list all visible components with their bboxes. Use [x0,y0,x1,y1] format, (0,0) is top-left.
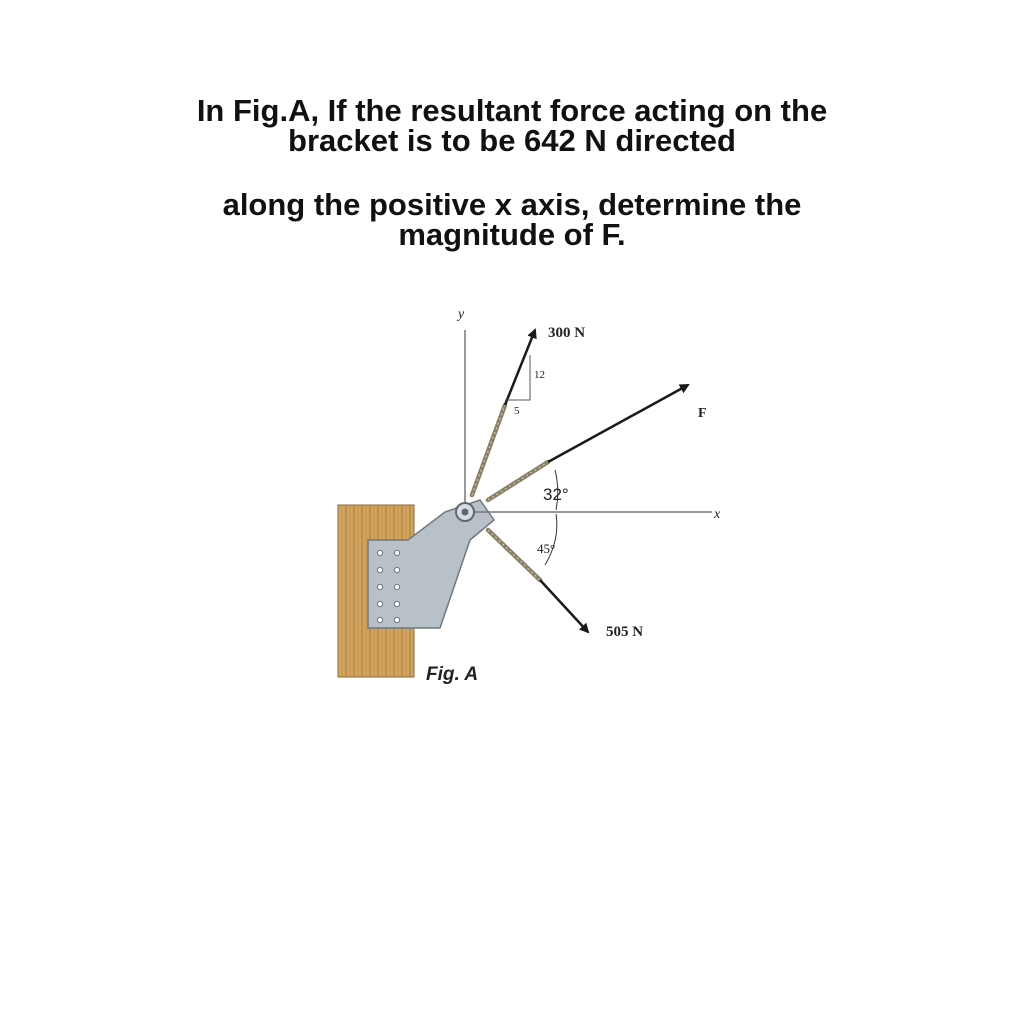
y-axis-label: y [458,307,465,322]
force-f-label: F [698,406,707,421]
slope-run-label: 5 [514,405,520,417]
force-f-arrow [548,385,688,462]
angle-45-label: 45° [537,541,556,556]
force-505n-label: 505 N [606,624,644,640]
slope-triangle [505,355,545,417]
angle-32-label: 32° [543,485,569,504]
x-axis-label: x [714,507,721,522]
force-300n-label: 300 N [548,325,586,341]
angle-45-arc [545,514,557,565]
question-line-2: bracket is to be 642 N directed [288,123,736,158]
slope-rise-label: 12 [534,369,545,381]
question-line-3: along the positive x axis, determine the [222,187,802,222]
question-line-4: magnitude of F. [398,217,626,252]
figure-caption: Fig. A [426,664,479,685]
force-505n-arrow [540,580,588,632]
question-line-1: In Fig.A, If the resultant force acting on the [196,93,828,128]
